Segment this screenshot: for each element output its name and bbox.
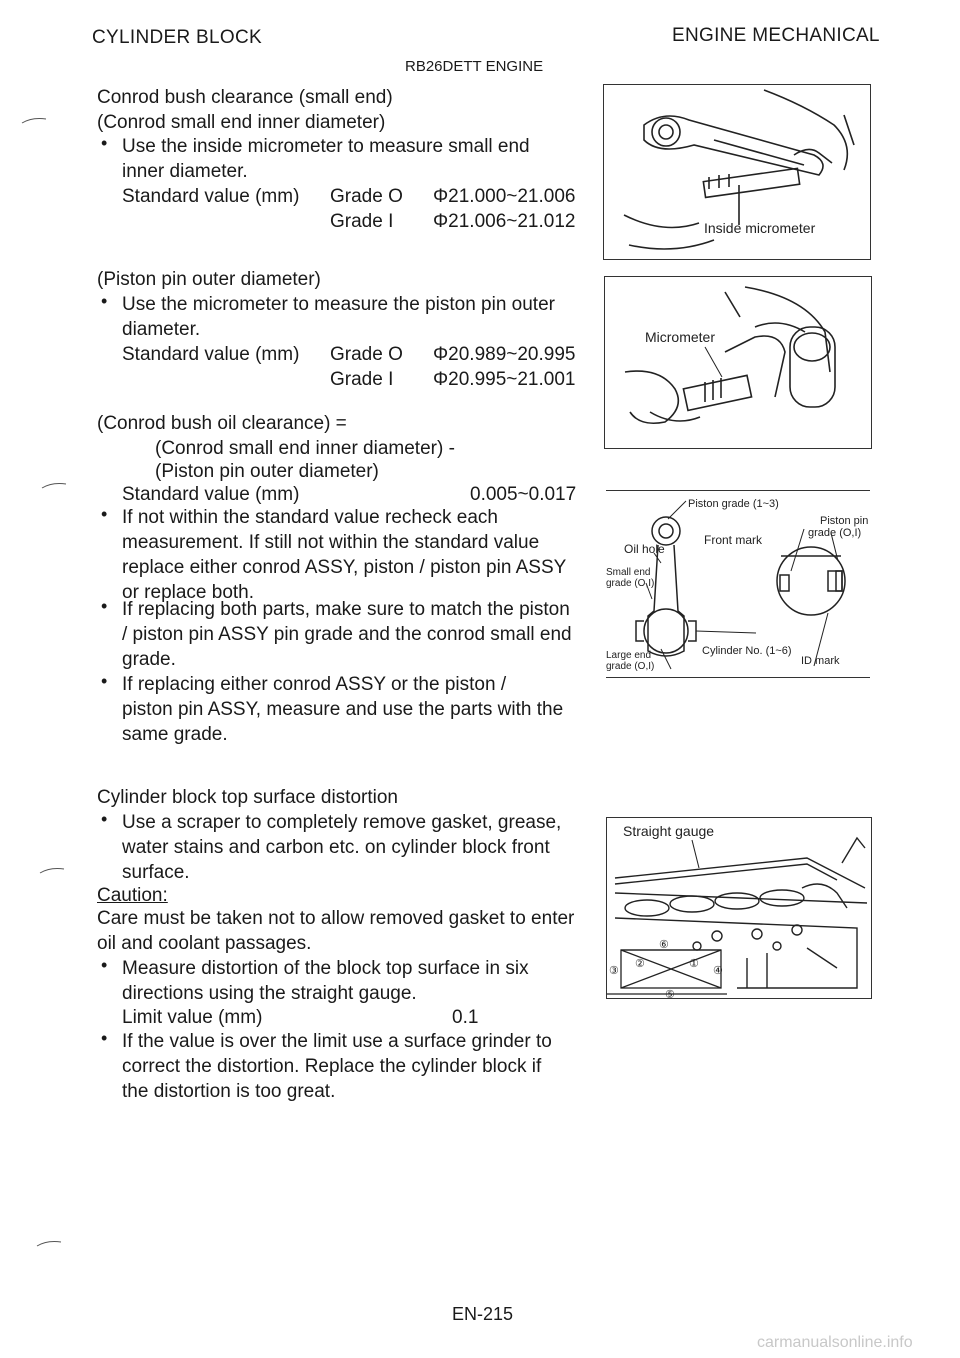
section3-b3-l3: same grade. [122, 724, 228, 745]
section1-grade-i: Grade I [330, 211, 394, 232]
margin-mark [35, 1238, 65, 1248]
fig4-marker-2: ② [635, 958, 645, 970]
section3-b2-l3: grade. [122, 649, 176, 670]
header-section-title: CYLINDER BLOCK [92, 27, 262, 48]
section1-value-i: Φ21.006~21.012 [433, 211, 576, 232]
margin-mark [38, 865, 68, 875]
section3-b1-l1: If not within the standard value recheck each [122, 507, 499, 528]
fig4-marker-1: ① [689, 958, 699, 970]
section1-bullet-line1: Use the inside micrometer to measure small end [122, 136, 530, 157]
section4-b2-l2: directions using the straight gauge. [122, 983, 417, 1004]
section2-grade-i: Grade I [330, 369, 394, 390]
fig3-large-end-grade: grade (O,I) [606, 661, 655, 672]
section2-value-i: Φ20.995~21.001 [433, 369, 576, 390]
section4-b1-l1: Use a scraper to completely remove gasket, grease, [122, 812, 562, 833]
fig3-cyl-no: Cylinder No. (1~6) [702, 645, 792, 657]
section2-bullet-line1: Use the micrometer to measure the piston pin outer [122, 294, 555, 315]
figure-inside-micrometer [603, 84, 871, 260]
straight-gauge-illustration [607, 818, 871, 998]
bullet: • [101, 809, 108, 829]
section4-b2-l1: Measure distortion of the block top surface in six [122, 958, 529, 979]
fig4-marker-4: ④ [713, 965, 723, 977]
inside-micrometer-illustration [604, 85, 870, 259]
bullet: • [101, 1028, 108, 1048]
section1-title: Conrod bush clearance (small end) [97, 87, 393, 108]
section3-line1: (Conrod bush oil clearance) = [97, 413, 347, 434]
figure-micrometer [604, 276, 872, 449]
bullet: • [101, 504, 108, 524]
fig4-label: Straight gauge [623, 823, 715, 839]
fig4-marker-5: ⑤ [665, 989, 675, 998]
section4-b1-l2: water stains and carbon etc. on cylinder block front [122, 837, 550, 858]
header-chapter-title: ENGINE MECHANICAL [672, 25, 880, 46]
fig4-marker-3: ③ [609, 965, 619, 977]
conrod-grades-diagram [606, 491, 870, 677]
section3-b3-l1: If replacing either conrod ASSY or the piston / [122, 674, 507, 695]
section1-grade-o: Grade O [330, 186, 403, 207]
section3-std-value: 0.005~0.017 [470, 484, 577, 505]
section4-limit-value: 0.1 [452, 1007, 479, 1028]
section2-value-o: Φ20.989~20.995 [433, 344, 576, 365]
section3-line3: (Piston pin outer diameter) [155, 461, 379, 482]
section3-b1-l4: or replace both. [122, 582, 255, 603]
caution-line2: oil and coolant passages. [97, 933, 312, 954]
fig2-label: Micrometer [645, 329, 716, 345]
fig3-piston-pin: Piston pin [820, 515, 869, 527]
section2-bullet-line2: diameter. [122, 319, 201, 340]
section3-b1-l3: replace either conrod ASSY, piston / piston pin ASSY [122, 557, 567, 578]
section3-b2-l1: If replacing both parts, make sure to match the piston [122, 599, 570, 620]
section2-sub: (Piston pin outer diameter) [97, 269, 321, 290]
section4-b3-l2: correct the distortion. Replace the cylinder block if [122, 1056, 542, 1077]
fig3-oil-hole: Oil hole [624, 542, 665, 556]
bullet: • [101, 133, 108, 153]
fig3-id-mark: ID mark [801, 655, 840, 667]
section3-b2-l2: / piston pin ASSY pin grade and the conrod small end [122, 624, 572, 645]
bullet: • [101, 955, 108, 975]
section4-b1-l3: surface. [122, 862, 190, 883]
caution-label: Caution: [97, 885, 168, 906]
section3-std-label: Standard value (mm) [122, 484, 300, 505]
fig3-piston-grade: Piston grade (1~3) [688, 498, 779, 510]
caution-line1: Care must be taken not to allow removed gasket to enter [97, 908, 575, 929]
fig4-marker-6: ⑥ [659, 939, 669, 951]
micrometer-illustration [605, 277, 871, 448]
fig3-small-end: Small end [606, 567, 651, 578]
header-engine-subtitle: RB26DETT ENGINE [405, 58, 544, 75]
fig3-pin-grade: grade (O,I) [808, 527, 862, 539]
page-number: EN-215 [452, 1304, 514, 1324]
margin-mark [40, 480, 70, 490]
section1-value-o: Φ21.000~21.006 [433, 186, 576, 207]
section3-b3-l2: piston pin ASSY, measure and use the parts with the [122, 699, 564, 720]
bullet: • [101, 596, 108, 616]
watermark: carmanualsonline.info [757, 1334, 913, 1351]
section2-std-label: Standard value (mm) [122, 344, 300, 365]
fig1-label: Inside micrometer [704, 220, 816, 236]
section2-grade-o: Grade O [330, 344, 403, 365]
section1-sub: (Conrod small end inner diameter) [97, 112, 386, 133]
fig3-front-mark: Front mark [704, 533, 763, 547]
fig3-small-end-grade: grade (O,I) [606, 578, 655, 589]
fig3-large-end: Large end [606, 650, 652, 661]
section4-limit-label: Limit value (mm) [122, 1007, 263, 1028]
section3-line2: (Conrod small end inner diameter) - [155, 438, 455, 459]
section3-b1-l2: measurement. If still not within the standard value [122, 532, 540, 553]
section1-std-label: Standard value (mm) [122, 186, 300, 207]
margin-mark [20, 115, 50, 125]
section4-title: Cylinder block top surface distortion [97, 787, 398, 808]
figure-conrod-grades [606, 490, 870, 678]
section1-bullet-line2: inner diameter. [122, 161, 248, 182]
figure-straight-gauge [606, 817, 872, 999]
section4-b3-l3: the distortion is too great. [122, 1081, 336, 1102]
bullet: • [101, 291, 108, 311]
section4-b3-l1: If the value is over the limit use a surface grinder to [122, 1031, 552, 1052]
bullet: • [101, 671, 108, 691]
